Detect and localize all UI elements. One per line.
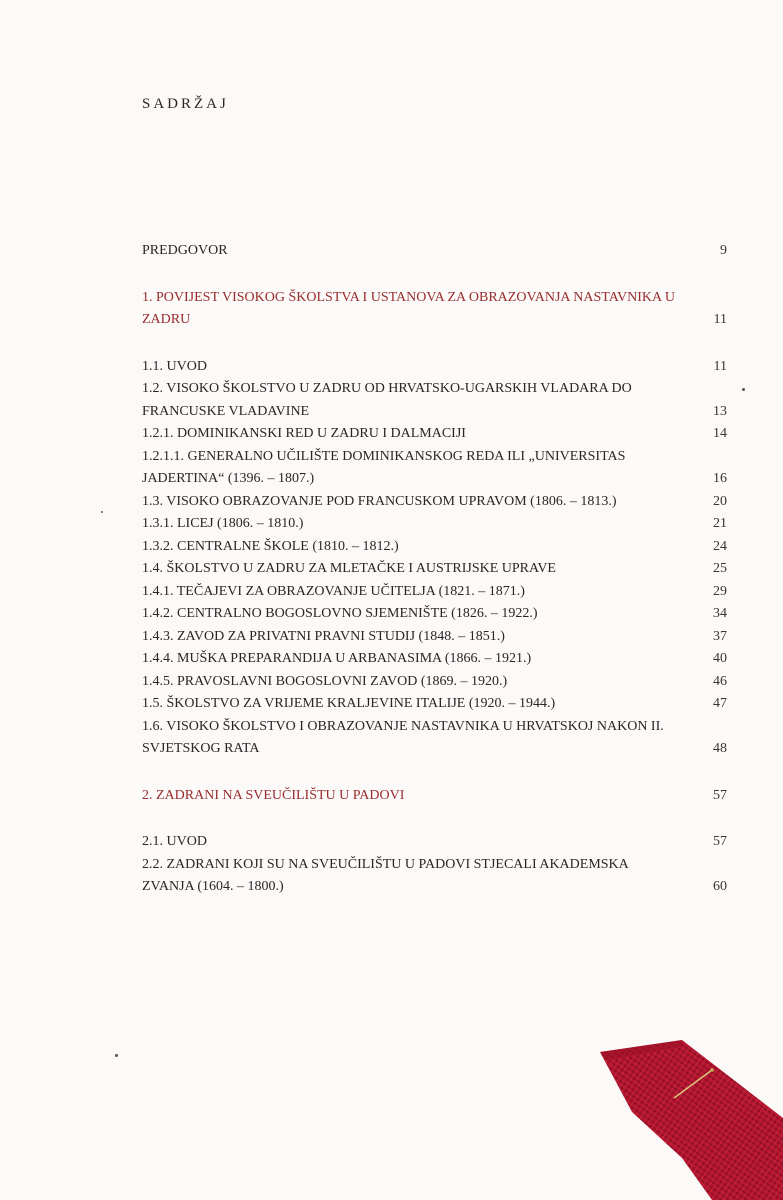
toc-entry <box>142 423 727 446</box>
toc-entry <box>142 581 727 604</box>
toc-entry <box>142 378 727 423</box>
toc-entry-page: 25 <box>713 561 727 576</box>
toc-spacer <box>142 263 727 287</box>
table-of-contents <box>142 240 727 899</box>
toc-entry <box>142 446 727 491</box>
toc-entry-page: 60 <box>713 879 727 894</box>
page-title: SADRŽAJ <box>142 96 229 112</box>
toc-entry-title: 2. ZADRANI NA SVEUČILIŠTU U PADOVI <box>142 787 405 803</box>
toc-spacer <box>142 332 727 356</box>
toc-spacer <box>142 807 727 831</box>
toc-entry <box>142 671 727 694</box>
toc-entry-page: 34 <box>713 606 727 621</box>
toc-entry-page: 46 <box>713 673 727 689</box>
toc-entry <box>142 785 727 808</box>
toc-entry <box>142 716 727 761</box>
toc-entry-title: 1.6. VISOKO ŠKOLSTVO I OBRAZOVANJE NASTAVNIKA U HRVATSKOJ NAKON II. SVJETSKOG RATA <box>142 718 664 756</box>
toc-entry-title: 1.4. ŠKOLSTVO U ZADRU ZA MLETAČKE I AUSTRIJSKE UPRAVE <box>142 561 556 576</box>
toc-entry-title: 2.1. UVOD <box>142 834 207 849</box>
toc-entry-page: 9 <box>720 243 727 258</box>
toc-entry-title: 1.2.1. DOMINIKANSKI RED U ZADRU I DALMACIJI <box>142 426 466 441</box>
toc-entry-page: 21 <box>713 516 727 531</box>
toc-entry <box>142 648 727 671</box>
toc-entry-page: 57 <box>713 834 727 849</box>
toc-entry-title: 1.5. ŠKOLSTVO ZA VRIJEME KRALJEVINE ITALIJE (1920. – 1944.) <box>142 696 556 711</box>
toc-entry-page: 11 <box>713 312 727 327</box>
toc-entry <box>142 693 727 716</box>
toc-entry-page: 14 <box>713 426 727 441</box>
toc-entry <box>142 287 727 332</box>
scan-speck <box>115 1054 118 1057</box>
toc-entry-page: 13 <box>713 403 727 419</box>
toc-entry-page: 16 <box>713 471 727 486</box>
toc-entry-page: 57 <box>713 787 727 803</box>
toc-entry <box>142 626 727 649</box>
toc-entry <box>142 491 727 514</box>
toc-entry <box>142 536 727 559</box>
toc-entry-title: 1.4.3. ZAVOD ZA PRIVATNI PRAVNI STUDIJ (1848. – 1851.) <box>142 628 505 644</box>
toc-entry <box>142 240 727 263</box>
toc-entry-title: 1.2.1.1. GENERALNO UČILIŠTE DOMINIKANSKOG REDA ILI „UNIVERSITAS JADERTINA“ (1396. – 1807.) <box>142 448 626 486</box>
toc-spacer <box>142 761 727 785</box>
toc-entry-page: 20 <box>713 493 727 509</box>
toc-entry-page: 24 <box>713 538 727 554</box>
toc-entry-title: 1.3.1. LICEJ (1806. – 1810.) <box>142 516 304 531</box>
toc-entry-title: 1.4.5. PRAVOSLAVNI BOGOSLOVNI ZAVOD (1869. – 1920.) <box>142 673 508 689</box>
toc-entry-page: 40 <box>713 651 727 666</box>
toc-entry-page: 48 <box>713 741 727 756</box>
toc-entry-title: 1.4.4. MUŠKA PREPARANDIJA U ARBANASIMA (1866. – 1921.) <box>142 651 532 666</box>
toc-entry-page: 37 <box>713 628 727 644</box>
scan-speck <box>101 511 103 513</box>
toc-entry-title: 1.4.1. TEČAJEVI ZA OBRAZOVANJE UČITELJA (1821. – 1871.) <box>142 583 525 599</box>
toc-entry-title: PREDGOVOR <box>142 243 228 258</box>
toc-entry-page: 29 <box>713 583 727 599</box>
toc-entry <box>142 356 727 379</box>
toc-entry-title: 1.3.2. CENTRALNE ŠKOLE (1810. – 1812.) <box>142 538 399 554</box>
bookmark-ribbon-image <box>572 1040 783 1200</box>
toc-entry-page: 47 <box>713 696 727 711</box>
scan-speck <box>742 388 745 391</box>
toc-entry <box>142 513 727 536</box>
toc-entry <box>142 603 727 626</box>
toc-entry <box>142 558 727 581</box>
toc-entry <box>142 831 727 854</box>
toc-entry-title: 1.2. VISOKO ŠKOLSTVO U ZADRU OD HRVATSKO-UGARSKIH VLADARA DO FRANCUSKE VLADAVINE <box>142 381 632 419</box>
toc-entry-title: 1.3. VISOKO OBRAZOVANJE POD FRANCUSKOM UPRAVOM (1806. – 1813.) <box>142 493 617 509</box>
toc-entry <box>142 854 727 899</box>
toc-entry-page: 11 <box>713 358 727 374</box>
toc-entry-title: 1.4.2. CENTRALNO BOGOSLOVNO SJEMENIŠTE (1826. – 1922.) <box>142 606 538 621</box>
toc-entry-title: 1.1. UVOD <box>142 358 207 374</box>
toc-entry-title: 1. POVIJEST VISOKOG ŠKOLSTVA I USTANOVA ZA OBRAZOVANJA NASTAVNIKA U ZADRU <box>142 289 675 327</box>
toc-entry-title: 2.2. ZADRANI KOJI SU NA SVEUČILIŠTU U PADOVI STJECALI AKADEMSKA ZVANJA (1604. – 1800.) <box>142 856 629 894</box>
